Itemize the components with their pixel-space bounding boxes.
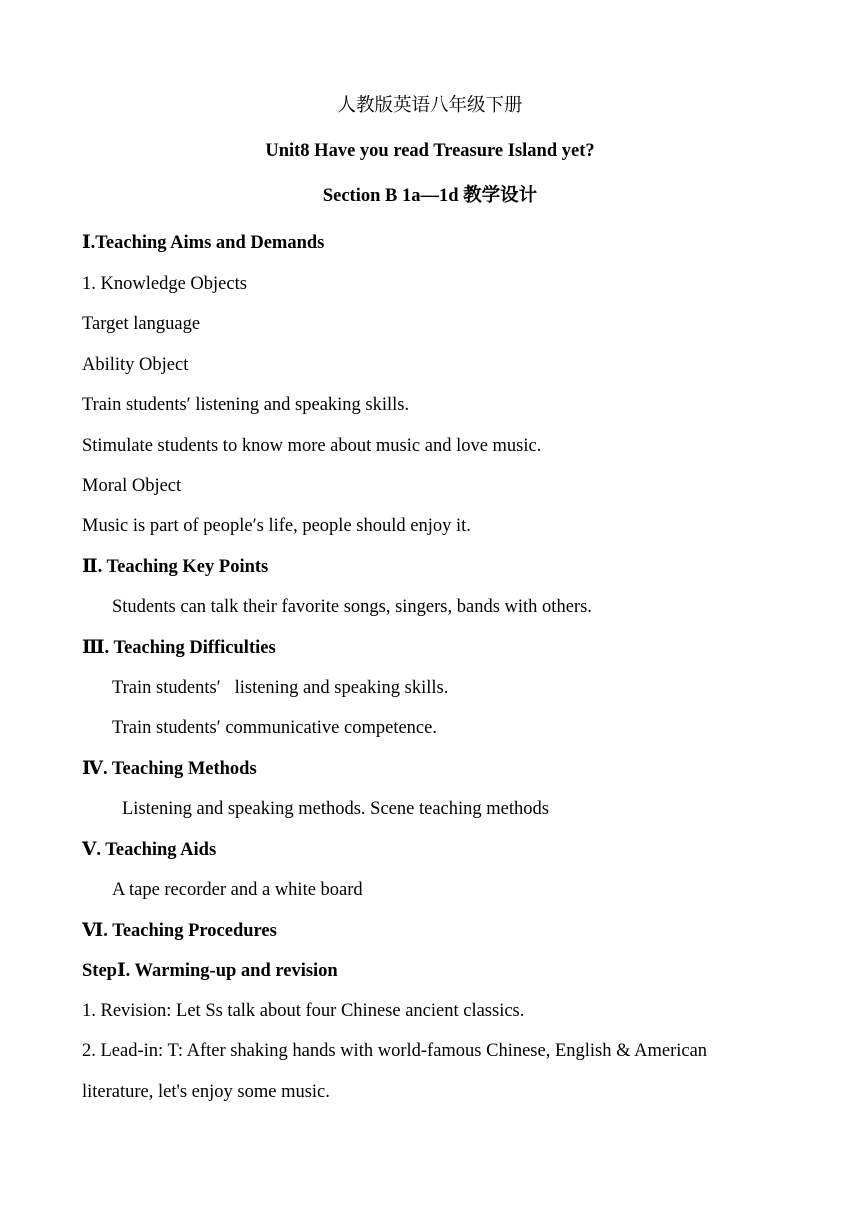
target-language: Target language <box>82 314 201 334</box>
difficulties-item-1: Train students′ listening and speaking skills. <box>112 678 449 698</box>
methods-text: Listening and speaking methods. Scene teaching methods <box>122 799 549 819</box>
lead-in-text: 2. Lead-in: T: After shaking hands with world-famous Chinese, English & American literature, let's enjoy some music. <box>82 1041 708 1102</box>
ability-object: Ability Object <box>82 355 189 375</box>
heading-difficulties: Ⅲ. Teaching Difficulties <box>82 638 276 658</box>
unit-title: Unit8 Have you read Treasure Island yet? <box>265 141 595 161</box>
heading-key-points: Ⅱ. Teaching Key Points <box>82 557 269 577</box>
heading-aids: Ⅴ. Teaching Aids <box>82 840 217 860</box>
step1-heading: StepⅠ. Warming-up and revision <box>82 961 338 981</box>
heading-teaching-aims: Ⅰ.Teaching Aims and Demands <box>82 233 325 253</box>
moral-object: Moral Object <box>82 476 182 496</box>
section-title: Section B 1a—1d 教学设计 <box>322 186 538 206</box>
heading-procedures: Ⅵ. Teaching Procedures <box>82 921 277 941</box>
ability-item-1: Train students′ listening and speaking skills. <box>82 395 410 415</box>
knowledge-objects: 1. Knowledge Objects <box>82 274 247 294</box>
heading-methods: Ⅳ. Teaching Methods <box>82 759 257 779</box>
difficulties-item-2: Train students′ communicative competence. <box>112 718 437 738</box>
revision-text: 1. Revision: Let Ss talk about four Chinese ancient classics. <box>82 1001 525 1021</box>
key-points-text: Students can talk their favorite songs, singers, bands with others. <box>112 597 592 617</box>
aids-text: A tape recorder and a white board <box>112 880 363 900</box>
ability-item-2: Stimulate students to know more about music and love music. <box>82 436 542 456</box>
moral-item-1: Music is part of people′s life, people should enjoy it. <box>82 516 471 536</box>
document-title: 人教版英语八年级下册 <box>337 96 523 116</box>
